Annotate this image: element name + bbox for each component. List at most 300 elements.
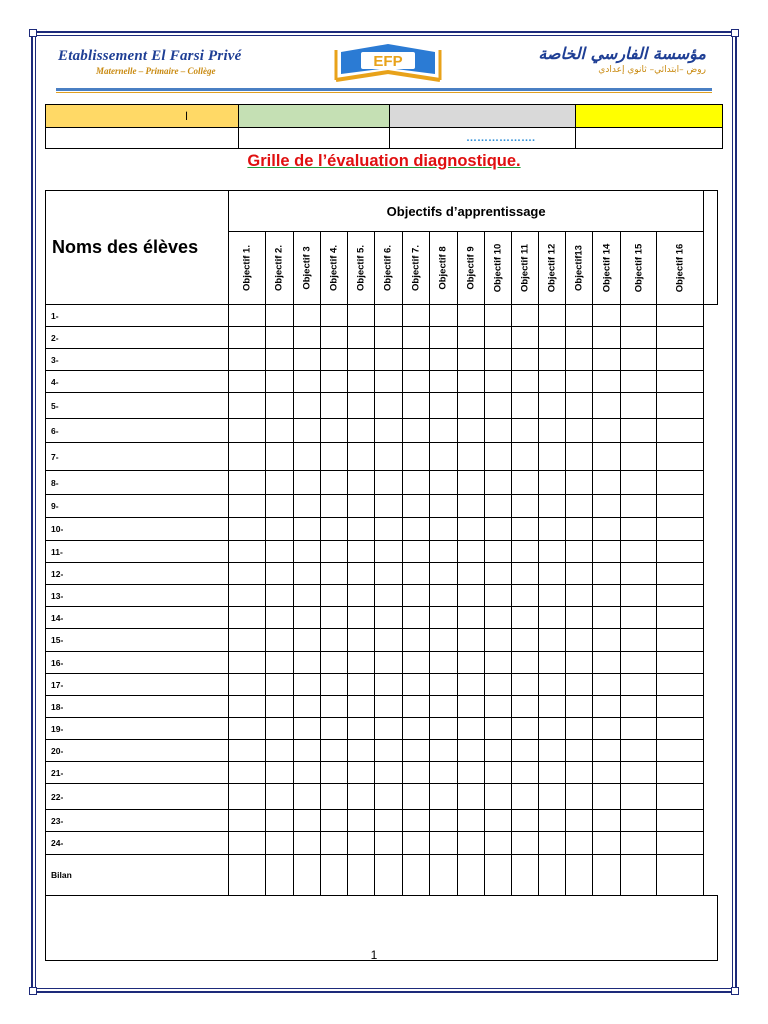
grid-cell[interactable]	[293, 443, 320, 471]
grid-cell[interactable]	[539, 443, 566, 471]
grid-cell[interactable]	[539, 629, 566, 652]
grid-cell[interactable]	[458, 740, 485, 762]
grid-cell[interactable]	[512, 696, 539, 718]
grid-cell[interactable]	[402, 305, 429, 327]
grid-cell[interactable]	[374, 541, 402, 563]
grid-cell[interactable]	[657, 371, 703, 393]
grid-cell[interactable]	[374, 652, 402, 674]
grid-cell[interactable]	[347, 696, 374, 718]
bilan-cell[interactable]	[512, 855, 539, 896]
grid-cell[interactable]	[512, 518, 539, 541]
grid-cell[interactable]	[539, 541, 566, 563]
grid-cell[interactable]	[621, 305, 657, 327]
grid-cell[interactable]	[293, 652, 320, 674]
grid-cell[interactable]	[621, 585, 657, 607]
grid-cell[interactable]	[485, 563, 512, 585]
info-cell[interactable]: ا	[46, 105, 239, 128]
grid-cell[interactable]	[593, 696, 621, 718]
grid-cell[interactable]	[485, 784, 512, 810]
grid-cell[interactable]	[402, 563, 429, 585]
grid-cell[interactable]	[657, 832, 703, 855]
grid-cell[interactable]	[512, 585, 539, 607]
grid-cell[interactable]	[320, 740, 347, 762]
grid-cell[interactable]	[485, 832, 512, 855]
grid-cell[interactable]	[593, 541, 621, 563]
bilan-cell[interactable]	[402, 855, 429, 896]
grid-cell[interactable]	[512, 718, 539, 740]
grid-cell[interactable]	[347, 585, 374, 607]
grid-cell[interactable]	[593, 518, 621, 541]
grid-cell[interactable]	[485, 652, 512, 674]
grid-cell[interactable]	[265, 393, 293, 419]
grid-cell[interactable]	[374, 349, 402, 371]
grid-cell[interactable]	[429, 393, 457, 419]
grid-cell[interactable]	[458, 371, 485, 393]
grid-cell[interactable]	[347, 629, 374, 652]
bilan-cell[interactable]	[347, 855, 374, 896]
grid-cell[interactable]	[512, 563, 539, 585]
grid-cell[interactable]	[293, 518, 320, 541]
grid-cell[interactable]	[512, 674, 539, 696]
grid-cell[interactable]	[320, 718, 347, 740]
grid-cell[interactable]	[429, 810, 457, 832]
grid-cell[interactable]	[621, 471, 657, 495]
grid-cell[interactable]	[657, 784, 703, 810]
grid-cell[interactable]	[265, 541, 293, 563]
grid-cell[interactable]	[347, 607, 374, 629]
grid-cell[interactable]	[657, 393, 703, 419]
grid-cell[interactable]	[429, 696, 457, 718]
grid-cell[interactable]	[429, 443, 457, 471]
grid-cell[interactable]	[566, 585, 593, 607]
grid-cell[interactable]	[458, 518, 485, 541]
bilan-cell[interactable]	[293, 855, 320, 896]
grid-cell[interactable]	[293, 563, 320, 585]
grid-cell[interactable]	[512, 349, 539, 371]
grid-cell[interactable]	[657, 607, 703, 629]
grid-cell[interactable]	[229, 327, 265, 349]
grid-cell[interactable]	[566, 652, 593, 674]
grid-cell[interactable]	[657, 674, 703, 696]
grid-cell[interactable]	[320, 518, 347, 541]
grid-cell[interactable]	[485, 718, 512, 740]
grid-cell[interactable]	[429, 607, 457, 629]
grid-cell[interactable]	[229, 393, 265, 419]
grid-cell[interactable]	[657, 327, 703, 349]
bilan-cell[interactable]	[229, 855, 265, 896]
grid-cell[interactable]	[429, 419, 457, 443]
grid-cell[interactable]	[229, 495, 265, 518]
grid-cell[interactable]	[621, 495, 657, 518]
grid-cell[interactable]	[458, 718, 485, 740]
grid-cell[interactable]	[293, 696, 320, 718]
grid-cell[interactable]	[593, 305, 621, 327]
grid-cell[interactable]	[458, 696, 485, 718]
grid-cell[interactable]	[402, 607, 429, 629]
grid-cell[interactable]	[458, 652, 485, 674]
grid-cell[interactable]	[429, 718, 457, 740]
grid-cell[interactable]	[293, 305, 320, 327]
grid-cell[interactable]	[657, 629, 703, 652]
grid-cell[interactable]	[512, 327, 539, 349]
grid-cell[interactable]	[539, 652, 566, 674]
grid-cell[interactable]	[229, 718, 265, 740]
grid-cell[interactable]	[539, 832, 566, 855]
grid-cell[interactable]	[458, 762, 485, 784]
grid-cell[interactable]	[229, 607, 265, 629]
grid-cell[interactable]	[320, 629, 347, 652]
grid-cell[interactable]	[458, 563, 485, 585]
grid-cell[interactable]	[429, 495, 457, 518]
grid-cell[interactable]	[657, 305, 703, 327]
grid-cell[interactable]	[374, 393, 402, 419]
grid-cell[interactable]	[429, 371, 457, 393]
grid-cell[interactable]	[593, 419, 621, 443]
grid-cell[interactable]	[402, 629, 429, 652]
grid-cell[interactable]	[429, 541, 457, 563]
grid-cell[interactable]	[621, 371, 657, 393]
grid-cell[interactable]	[229, 471, 265, 495]
grid-cell[interactable]	[374, 629, 402, 652]
grid-cell[interactable]	[402, 652, 429, 674]
grid-cell[interactable]	[657, 471, 703, 495]
grid-cell[interactable]	[539, 305, 566, 327]
info-cell[interactable]	[390, 105, 576, 128]
grid-cell[interactable]	[347, 393, 374, 419]
grid-cell[interactable]	[458, 585, 485, 607]
grid-cell[interactable]	[512, 832, 539, 855]
grid-cell[interactable]	[458, 629, 485, 652]
grid-cell[interactable]	[566, 832, 593, 855]
grid-cell[interactable]	[347, 541, 374, 563]
grid-cell[interactable]	[229, 518, 265, 541]
grid-cell[interactable]	[229, 740, 265, 762]
grid-cell[interactable]	[347, 832, 374, 855]
grid-cell[interactable]	[566, 518, 593, 541]
grid-cell[interactable]	[374, 696, 402, 718]
grid-cell[interactable]	[320, 327, 347, 349]
grid-cell[interactable]	[539, 518, 566, 541]
grid-cell[interactable]	[539, 585, 566, 607]
grid-cell[interactable]	[485, 419, 512, 443]
grid-cell[interactable]	[485, 629, 512, 652]
grid-cell[interactable]	[265, 471, 293, 495]
grid-cell[interactable]	[566, 762, 593, 784]
grid-cell[interactable]	[512, 740, 539, 762]
grid-cell[interactable]	[458, 393, 485, 419]
grid-cell[interactable]	[485, 371, 512, 393]
grid-cell[interactable]	[566, 495, 593, 518]
grid-cell[interactable]	[229, 585, 265, 607]
grid-cell[interactable]	[621, 652, 657, 674]
grid-cell[interactable]	[293, 810, 320, 832]
grid-cell[interactable]	[320, 810, 347, 832]
grid-cell[interactable]	[429, 674, 457, 696]
grid-cell[interactable]	[621, 327, 657, 349]
grid-cell[interactable]	[621, 349, 657, 371]
bilan-cell[interactable]	[566, 855, 593, 896]
grid-cell[interactable]	[512, 393, 539, 419]
grid-cell[interactable]	[429, 784, 457, 810]
grid-cell[interactable]	[566, 784, 593, 810]
grid-cell[interactable]	[402, 674, 429, 696]
grid-cell[interactable]	[566, 810, 593, 832]
grid-cell[interactable]	[621, 832, 657, 855]
grid-cell[interactable]	[429, 327, 457, 349]
grid-cell[interactable]	[512, 607, 539, 629]
grid-cell[interactable]	[485, 349, 512, 371]
grid-cell[interactable]	[593, 495, 621, 518]
grid-cell[interactable]	[485, 696, 512, 718]
grid-cell[interactable]	[512, 471, 539, 495]
grid-cell[interactable]	[485, 518, 512, 541]
grid-cell[interactable]	[320, 349, 347, 371]
grid-cell[interactable]	[657, 495, 703, 518]
grid-cell[interactable]	[347, 784, 374, 810]
grid-cell[interactable]	[621, 718, 657, 740]
grid-cell[interactable]	[539, 371, 566, 393]
grid-cell[interactable]	[402, 518, 429, 541]
grid-cell[interactable]	[539, 607, 566, 629]
info-cell[interactable]	[576, 128, 723, 149]
grid-cell[interactable]	[485, 393, 512, 419]
grid-cell[interactable]	[512, 371, 539, 393]
grid-cell[interactable]	[657, 740, 703, 762]
grid-cell[interactable]	[265, 740, 293, 762]
grid-cell[interactable]	[320, 563, 347, 585]
grid-cell[interactable]	[402, 718, 429, 740]
grid-cell[interactable]	[512, 305, 539, 327]
grid-cell[interactable]	[539, 762, 566, 784]
grid-cell[interactable]	[458, 674, 485, 696]
grid-cell[interactable]	[347, 674, 374, 696]
grid-cell[interactable]	[347, 349, 374, 371]
grid-cell[interactable]	[229, 832, 265, 855]
grid-cell[interactable]	[320, 607, 347, 629]
grid-cell[interactable]	[265, 652, 293, 674]
bilan-cell[interactable]	[621, 855, 657, 896]
grid-cell[interactable]	[621, 443, 657, 471]
grid-cell[interactable]	[265, 563, 293, 585]
bilan-cell[interactable]	[539, 855, 566, 896]
grid-cell[interactable]	[402, 495, 429, 518]
bilan-cell[interactable]	[320, 855, 347, 896]
grid-cell[interactable]	[621, 674, 657, 696]
grid-cell[interactable]	[512, 495, 539, 518]
grid-cell[interactable]	[429, 563, 457, 585]
grid-cell[interactable]	[621, 696, 657, 718]
grid-cell[interactable]	[320, 762, 347, 784]
grid-cell[interactable]	[657, 810, 703, 832]
info-cell[interactable]	[46, 128, 239, 149]
grid-cell[interactable]	[593, 629, 621, 652]
grid-cell[interactable]	[621, 810, 657, 832]
grid-cell[interactable]	[293, 762, 320, 784]
grid-cell[interactable]	[320, 674, 347, 696]
grid-cell[interactable]	[320, 305, 347, 327]
bilan-cell[interactable]	[265, 855, 293, 896]
grid-cell[interactable]	[458, 541, 485, 563]
grid-cell[interactable]	[429, 652, 457, 674]
grid-cell[interactable]	[458, 443, 485, 471]
bilan-cell[interactable]	[485, 855, 512, 896]
grid-cell[interactable]	[265, 718, 293, 740]
grid-cell[interactable]	[265, 349, 293, 371]
bilan-cell[interactable]	[593, 855, 621, 896]
grid-cell[interactable]	[485, 541, 512, 563]
grid-cell[interactable]	[229, 443, 265, 471]
grid-cell[interactable]	[657, 443, 703, 471]
grid-cell[interactable]	[657, 419, 703, 443]
grid-cell[interactable]	[566, 371, 593, 393]
grid-cell[interactable]	[593, 784, 621, 810]
grid-cell[interactable]	[293, 674, 320, 696]
grid-cell[interactable]	[621, 740, 657, 762]
grid-cell[interactable]	[374, 495, 402, 518]
grid-cell[interactable]	[485, 327, 512, 349]
grid-cell[interactable]	[229, 305, 265, 327]
grid-cell[interactable]	[539, 810, 566, 832]
grid-cell[interactable]	[539, 393, 566, 419]
grid-cell[interactable]	[402, 371, 429, 393]
grid-cell[interactable]	[293, 495, 320, 518]
grid-cell[interactable]	[374, 718, 402, 740]
grid-cell[interactable]	[265, 305, 293, 327]
grid-cell[interactable]	[402, 443, 429, 471]
grid-cell[interactable]	[265, 371, 293, 393]
grid-cell[interactable]	[320, 393, 347, 419]
info-cell[interactable]	[239, 128, 390, 149]
grid-cell[interactable]	[566, 471, 593, 495]
grid-cell[interactable]	[566, 349, 593, 371]
grid-cell[interactable]	[402, 784, 429, 810]
grid-cell[interactable]	[566, 696, 593, 718]
grid-cell[interactable]	[485, 585, 512, 607]
grid-cell[interactable]	[458, 784, 485, 810]
grid-cell[interactable]	[539, 563, 566, 585]
grid-cell[interactable]	[566, 305, 593, 327]
grid-cell[interactable]	[265, 607, 293, 629]
grid-cell[interactable]	[265, 810, 293, 832]
grid-cell[interactable]	[485, 810, 512, 832]
grid-cell[interactable]	[293, 740, 320, 762]
grid-cell[interactable]	[593, 674, 621, 696]
grid-cell[interactable]	[265, 443, 293, 471]
grid-cell[interactable]	[593, 563, 621, 585]
grid-cell[interactable]	[229, 810, 265, 832]
grid-cell[interactable]	[485, 443, 512, 471]
grid-cell[interactable]	[458, 419, 485, 443]
grid-cell[interactable]	[293, 718, 320, 740]
grid-cell[interactable]	[485, 607, 512, 629]
grid-cell[interactable]	[539, 419, 566, 443]
grid-cell[interactable]	[512, 810, 539, 832]
grid-cell[interactable]	[347, 495, 374, 518]
grid-cell[interactable]	[229, 696, 265, 718]
grid-cell[interactable]	[593, 327, 621, 349]
grid-cell[interactable]	[229, 629, 265, 652]
grid-cell[interactable]	[265, 585, 293, 607]
grid-cell[interactable]	[402, 349, 429, 371]
grid-cell[interactable]	[539, 471, 566, 495]
grid-cell[interactable]	[347, 762, 374, 784]
grid-cell[interactable]	[320, 784, 347, 810]
grid-cell[interactable]	[429, 762, 457, 784]
grid-cell[interactable]	[539, 696, 566, 718]
grid-cell[interactable]	[374, 518, 402, 541]
grid-cell[interactable]	[539, 718, 566, 740]
grid-cell[interactable]	[512, 419, 539, 443]
grid-cell[interactable]	[402, 327, 429, 349]
grid-cell[interactable]	[657, 696, 703, 718]
grid-cell[interactable]	[293, 419, 320, 443]
grid-cell[interactable]	[458, 305, 485, 327]
grid-cell[interactable]	[229, 652, 265, 674]
grid-cell[interactable]	[402, 762, 429, 784]
grid-cell[interactable]	[657, 585, 703, 607]
grid-cell[interactable]	[229, 784, 265, 810]
grid-cell[interactable]	[593, 349, 621, 371]
grid-cell[interactable]	[320, 495, 347, 518]
grid-cell[interactable]	[347, 810, 374, 832]
info-cell-dots[interactable]: ……………….	[390, 128, 576, 149]
grid-cell[interactable]	[265, 784, 293, 810]
grid-cell[interactable]	[429, 740, 457, 762]
grid-cell[interactable]	[293, 471, 320, 495]
grid-cell[interactable]	[485, 495, 512, 518]
grid-cell[interactable]	[265, 674, 293, 696]
grid-cell[interactable]	[485, 674, 512, 696]
grid-cell[interactable]	[265, 419, 293, 443]
grid-cell[interactable]	[265, 762, 293, 784]
grid-cell[interactable]	[621, 607, 657, 629]
grid-cell[interactable]	[347, 419, 374, 443]
grid-cell[interactable]	[539, 495, 566, 518]
grid-cell[interactable]	[621, 784, 657, 810]
bilan-cell[interactable]	[374, 855, 402, 896]
grid-cell[interactable]	[347, 518, 374, 541]
grid-cell[interactable]	[374, 305, 402, 327]
grid-cell[interactable]	[621, 541, 657, 563]
grid-cell[interactable]	[485, 762, 512, 784]
grid-cell[interactable]	[458, 810, 485, 832]
info-cell[interactable]	[576, 105, 723, 128]
grid-cell[interactable]	[539, 674, 566, 696]
grid-cell[interactable]	[593, 810, 621, 832]
grid-cell[interactable]	[265, 629, 293, 652]
grid-cell[interactable]	[374, 784, 402, 810]
grid-cell[interactable]	[320, 832, 347, 855]
grid-cell[interactable]	[374, 607, 402, 629]
grid-cell[interactable]	[621, 518, 657, 541]
grid-cell[interactable]	[347, 740, 374, 762]
grid-cell[interactable]	[621, 629, 657, 652]
grid-cell[interactable]	[621, 563, 657, 585]
grid-cell[interactable]	[593, 443, 621, 471]
grid-cell[interactable]	[593, 718, 621, 740]
grid-cell[interactable]	[265, 696, 293, 718]
grid-cell[interactable]	[293, 393, 320, 419]
grid-cell[interactable]	[229, 674, 265, 696]
grid-cell[interactable]	[657, 349, 703, 371]
grid-cell[interactable]	[402, 810, 429, 832]
grid-cell[interactable]	[374, 419, 402, 443]
grid-cell[interactable]	[566, 629, 593, 652]
grid-cell[interactable]	[293, 327, 320, 349]
grid-cell[interactable]	[374, 371, 402, 393]
grid-cell[interactable]	[539, 740, 566, 762]
grid-cell[interactable]	[512, 652, 539, 674]
